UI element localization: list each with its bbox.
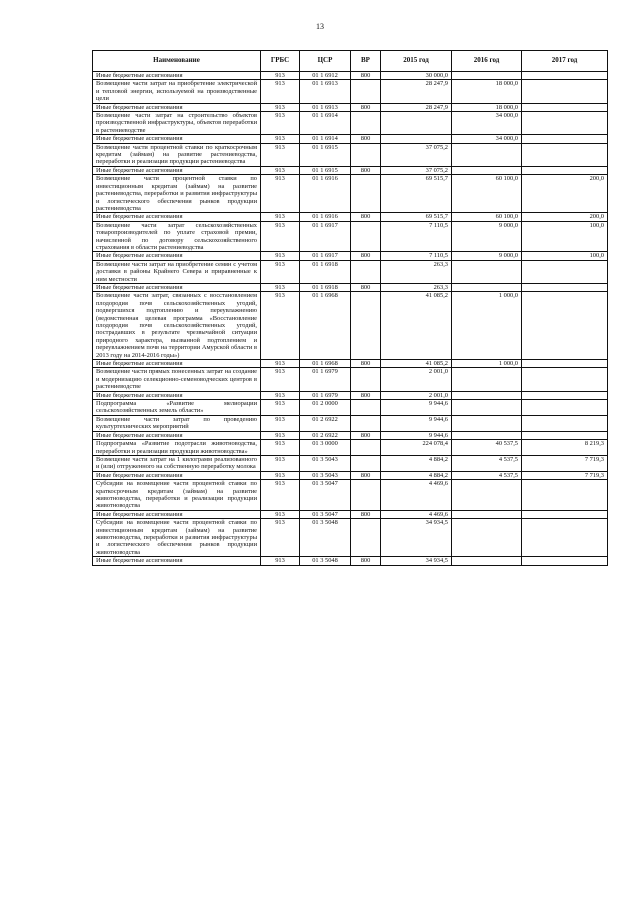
cell-csr: 01 3 5047 [300,480,351,511]
cell-2017: 100,0 [522,221,608,252]
cell-vr: 800 [351,431,381,439]
cell-name: Иные бюджетные ассигнования [93,72,261,80]
cell-2016: 60 100,0 [452,175,522,213]
cell-csr: 01 3 5048 [300,557,351,565]
header-vr: ВР [351,51,381,72]
cell-2017 [522,112,608,135]
cell-2015: 2 001,0 [381,391,452,399]
cell-name: Иные бюджетные ассигнования [93,103,261,111]
cell-csr: 01 3 5047 [300,510,351,518]
cell-name: Иные бюджетные ассигнования [93,360,261,368]
cell-csr: 01 1 6916 [300,213,351,221]
cell-2017 [522,400,608,416]
cell-2016: 9 000,0 [452,252,522,260]
cell-2016 [452,72,522,80]
cell-csr: 01 1 6915 [300,143,351,166]
cell-2015: 2 001,0 [381,368,452,391]
cell-csr: 01 3 0000 [300,440,351,456]
cell-name: Возмещение части затрат сельскохозяйственных товаропроизводителей по уплате страховой премии, начисленной по договору сельскохозяйственного страхования в области растениеводства [93,221,261,252]
table-row [93,166,608,174]
header-2016: 2016 год [452,51,522,72]
cell-vr [351,260,381,283]
cell-2016 [452,415,522,431]
cell-grbs: 913 [261,557,300,565]
cell-2015: 7 110,5 [381,221,452,252]
table-row [93,510,608,518]
cell-2016: 18 000,0 [452,80,522,103]
cell-name: Иные бюджетные ассигнования [93,252,261,260]
cell-name: Возмещение части процентной ставки по краткосрочным кредитам (займам) на развитие растениеводства, переработки и реализации продукции растениеводства [93,143,261,166]
cell-grbs: 913 [261,360,300,368]
cell-2017: 200,0 [522,175,608,213]
cell-2015: 4 469,6 [381,510,452,518]
table-header-row [93,51,608,72]
cell-2015: 34 934,5 [381,519,452,557]
header-2017: 2017 год [522,51,608,72]
cell-vr: 800 [351,283,381,291]
header-csr: ЦСР [300,51,351,72]
cell-2017 [522,103,608,111]
table-row [93,400,608,416]
cell-2016 [452,391,522,399]
cell-2017 [522,519,608,557]
cell-2016 [452,400,522,416]
cell-name: Субсидии на возмещение части процентной ставки по краткосрочным кредитам (займам) на развитие животноводства, переработки и реализации продукции животноводства [93,480,261,511]
cell-name: Возмещение части затрат на 1 килограмм реализованного и (или) отгруженного на собственную переработку молока [93,455,261,471]
cell-2016: 18 000,0 [452,103,522,111]
cell-grbs: 913 [261,368,300,391]
cell-2016: 1 000,0 [452,292,522,360]
cell-2015: 4 469,6 [381,480,452,511]
cell-2017: 7 719,3 [522,455,608,471]
cell-vr: 800 [351,391,381,399]
cell-name: Возмещение части затрат по проведению культуртехнических мероприятий [93,415,261,431]
cell-csr: 01 1 6915 [300,166,351,174]
cell-csr: 01 2 6922 [300,431,351,439]
cell-2017: 7 719,3 [522,471,608,479]
cell-csr: 01 1 6913 [300,80,351,103]
cell-2016: 34 000,0 [452,112,522,135]
cell-2017 [522,283,608,291]
cell-vr: 800 [351,510,381,518]
cell-grbs: 913 [261,283,300,291]
cell-grbs: 913 [261,252,300,260]
cell-name: Возмещение части затрат на строительство объектов производственной инфраструктуры, объектов переработки в растениеводстве [93,112,261,135]
cell-2015 [381,135,452,143]
table-row [93,360,608,368]
cell-2017 [522,557,608,565]
cell-grbs: 913 [261,431,300,439]
cell-grbs: 913 [261,415,300,431]
table-row [93,103,608,111]
table-row [93,455,608,471]
cell-2017 [522,368,608,391]
cell-2015: 9 944,6 [381,431,452,439]
cell-2017 [522,143,608,166]
cell-name: Иные бюджетные ассигнования [93,166,261,174]
cell-2015: 4 884,2 [381,471,452,479]
cell-2017 [522,510,608,518]
cell-csr: 01 1 6979 [300,368,351,391]
header-grbs: ГРБС [261,51,300,72]
cell-csr: 01 1 6968 [300,360,351,368]
table-row [93,557,608,565]
cell-grbs: 913 [261,213,300,221]
cell-csr: 01 1 6914 [300,135,351,143]
cell-grbs: 913 [261,72,300,80]
cell-csr: 01 1 6918 [300,260,351,283]
cell-vr: 800 [351,213,381,221]
cell-csr: 01 3 5043 [300,471,351,479]
cell-grbs: 913 [261,455,300,471]
cell-grbs: 913 [261,260,300,283]
cell-vr [351,519,381,557]
cell-grbs: 913 [261,400,300,416]
cell-grbs: 913 [261,80,300,103]
cell-vr [351,400,381,416]
cell-vr: 800 [351,471,381,479]
cell-csr: 01 1 6912 [300,72,351,80]
cell-2016 [452,368,522,391]
cell-name: Возмещение части затрат на приобретение семян с учетом доставки в районы Крайнего Севера и приравненные к ним местности [93,260,261,283]
table-row [93,415,608,431]
cell-name: Иные бюджетные ассигнования [93,135,261,143]
cell-name: Возмещение части затрат, связанных с восстановлением плодородия почв сельскохозяйственных угодий, подвергшихся подтоплению и переувлажнению (ведомственная целевая программа «Восстановление плодородия почв сельскохозяйственных угодий, пострадавших в результате чрезвычайной ситуации природного характера, вызванной подтоплением и переувлажнением почв на территории Амурской области в 2013 году на 2014-2016 годы») [93,292,261,360]
cell-2016: 9 000,0 [452,221,522,252]
cell-2016 [452,283,522,291]
cell-name: Возмещение части прямых понесенных затрат на создание и модернизацию селекционно-семеноводческих центров в растениеводстве [93,368,261,391]
page-number: 13 [316,22,324,31]
table-row [93,368,608,391]
budget-table [92,50,608,566]
cell-vr: 800 [351,252,381,260]
table-row [93,292,608,360]
cell-grbs: 913 [261,519,300,557]
cell-2017 [522,292,608,360]
cell-2015: 34 934,5 [381,557,452,565]
cell-2017 [522,260,608,283]
cell-name: Субсидии на возмещение части процентной ставки по инвестиционным кредитам (займам) на развитие животноводства, переработки и развития инфраструктуры и логистического обеспечения рынков продукции животноводства [93,519,261,557]
cell-2016 [452,519,522,557]
cell-name: Подпрограмма «Развитие мелиорации сельскохозяйственных земель области» [93,400,261,416]
cell-2015: 224 078,4 [381,440,452,456]
cell-2016: 1 000,0 [452,360,522,368]
table-row [93,221,608,252]
table-row [93,391,608,399]
cell-2016 [452,431,522,439]
cell-2015: 69 515,7 [381,175,452,213]
cell-2015: 9 944,6 [381,400,452,416]
cell-2017 [522,166,608,174]
cell-2015: 41 085,2 [381,292,452,360]
cell-grbs: 913 [261,221,300,252]
cell-vr: 800 [351,103,381,111]
cell-2017: 100,0 [522,252,608,260]
cell-vr [351,480,381,511]
cell-vr: 800 [351,72,381,80]
cell-2015: 4 884,2 [381,455,452,471]
cell-2015: 37 075,2 [381,143,452,166]
cell-csr: 01 2 0000 [300,400,351,416]
cell-vr [351,175,381,213]
cell-2016 [452,480,522,511]
cell-2015 [381,112,452,135]
cell-csr: 01 1 6917 [300,221,351,252]
cell-grbs: 913 [261,471,300,479]
cell-grbs: 913 [261,440,300,456]
table-row [93,143,608,166]
cell-2016 [452,510,522,518]
cell-name: Иные бюджетные ассигнования [93,391,261,399]
cell-2015: 41 085,2 [381,360,452,368]
table-row [93,431,608,439]
cell-grbs: 913 [261,292,300,360]
table-row [93,440,608,456]
cell-vr: 800 [351,166,381,174]
cell-grbs: 913 [261,510,300,518]
cell-csr: 01 1 6918 [300,283,351,291]
table-row [93,519,608,557]
cell-2017: 200,0 [522,213,608,221]
cell-2017 [522,431,608,439]
cell-2017 [522,135,608,143]
cell-2017 [522,72,608,80]
table-row [93,213,608,221]
cell-2015: 28 247,9 [381,103,452,111]
cell-2016 [452,166,522,174]
cell-grbs: 913 [261,112,300,135]
cell-2017: 8 219,3 [522,440,608,456]
cell-2016: 40 537,5 [452,440,522,456]
cell-2015: 9 944,6 [381,415,452,431]
cell-vr [351,80,381,103]
cell-csr: 01 1 6968 [300,292,351,360]
table-row [93,471,608,479]
cell-csr: 01 2 6922 [300,415,351,431]
cell-grbs: 913 [261,175,300,213]
cell-2016: 34 000,0 [452,135,522,143]
cell-vr: 800 [351,360,381,368]
cell-2016: 4 537,5 [452,471,522,479]
cell-vr [351,440,381,456]
cell-csr: 01 1 6913 [300,103,351,111]
cell-2015: 7 110,5 [381,252,452,260]
cell-2016 [452,260,522,283]
cell-name: Иные бюджетные ассигнования [93,510,261,518]
cell-2017 [522,391,608,399]
cell-vr [351,368,381,391]
cell-vr [351,143,381,166]
table-row [93,252,608,260]
cell-vr [351,455,381,471]
cell-csr: 01 1 6917 [300,252,351,260]
cell-2015: 69 515,7 [381,213,452,221]
cell-name: Подпрограмма «Развитие подотрасли животноводства, переработки и реализации продукции животноводства» [93,440,261,456]
cell-2015: 37 075,2 [381,166,452,174]
cell-csr: 01 3 5043 [300,455,351,471]
cell-2017 [522,415,608,431]
cell-grbs: 913 [261,103,300,111]
cell-grbs: 913 [261,166,300,174]
cell-2017 [522,480,608,511]
cell-name: Иные бюджетные ассигнования [93,283,261,291]
cell-csr: 01 1 6979 [300,391,351,399]
cell-vr [351,292,381,360]
cell-name: Иные бюджетные ассигнования [93,557,261,565]
cell-2017 [522,80,608,103]
cell-name: Возмещение части затрат на приобретение электрической и тепловой энергии, используемой на производственные цели [93,80,261,103]
cell-vr: 800 [351,135,381,143]
table-row [93,112,608,135]
cell-grbs: 913 [261,143,300,166]
cell-name: Иные бюджетные ассигнования [93,213,261,221]
header-2015: 2015 год [381,51,452,72]
cell-vr: 800 [351,557,381,565]
table-row [93,260,608,283]
cell-2017 [522,360,608,368]
table-row [93,283,608,291]
cell-2016 [452,557,522,565]
cell-vr [351,415,381,431]
cell-2015: 263,3 [381,260,452,283]
cell-2016 [452,143,522,166]
table-row [93,480,608,511]
cell-name: Возмещение части процентной ставки по инвестиционным кредитам (займам) на развитие растениеводства, переработки и развития инфраструктуры и логистического обеспечения рынков продукции растениеводства [93,175,261,213]
cell-csr: 01 3 5048 [300,519,351,557]
header-name: Наименование [93,51,261,72]
cell-grbs: 913 [261,480,300,511]
cell-2016: 60 100,0 [452,213,522,221]
cell-csr: 01 1 6916 [300,175,351,213]
table-row [93,80,608,103]
cell-name: Иные бюджетные ассигнования [93,431,261,439]
cell-grbs: 913 [261,391,300,399]
cell-2015: 28 247,9 [381,80,452,103]
cell-csr: 01 1 6914 [300,112,351,135]
table-row [93,135,608,143]
cell-name: Иные бюджетные ассигнования [93,471,261,479]
cell-vr [351,112,381,135]
table-row [93,72,608,80]
cell-2015: 30 000,0 [381,72,452,80]
table-body [93,72,608,566]
cell-vr [351,221,381,252]
cell-2015: 263,3 [381,283,452,291]
cell-grbs: 913 [261,135,300,143]
table-row [93,175,608,213]
cell-2016: 4 537,5 [452,455,522,471]
